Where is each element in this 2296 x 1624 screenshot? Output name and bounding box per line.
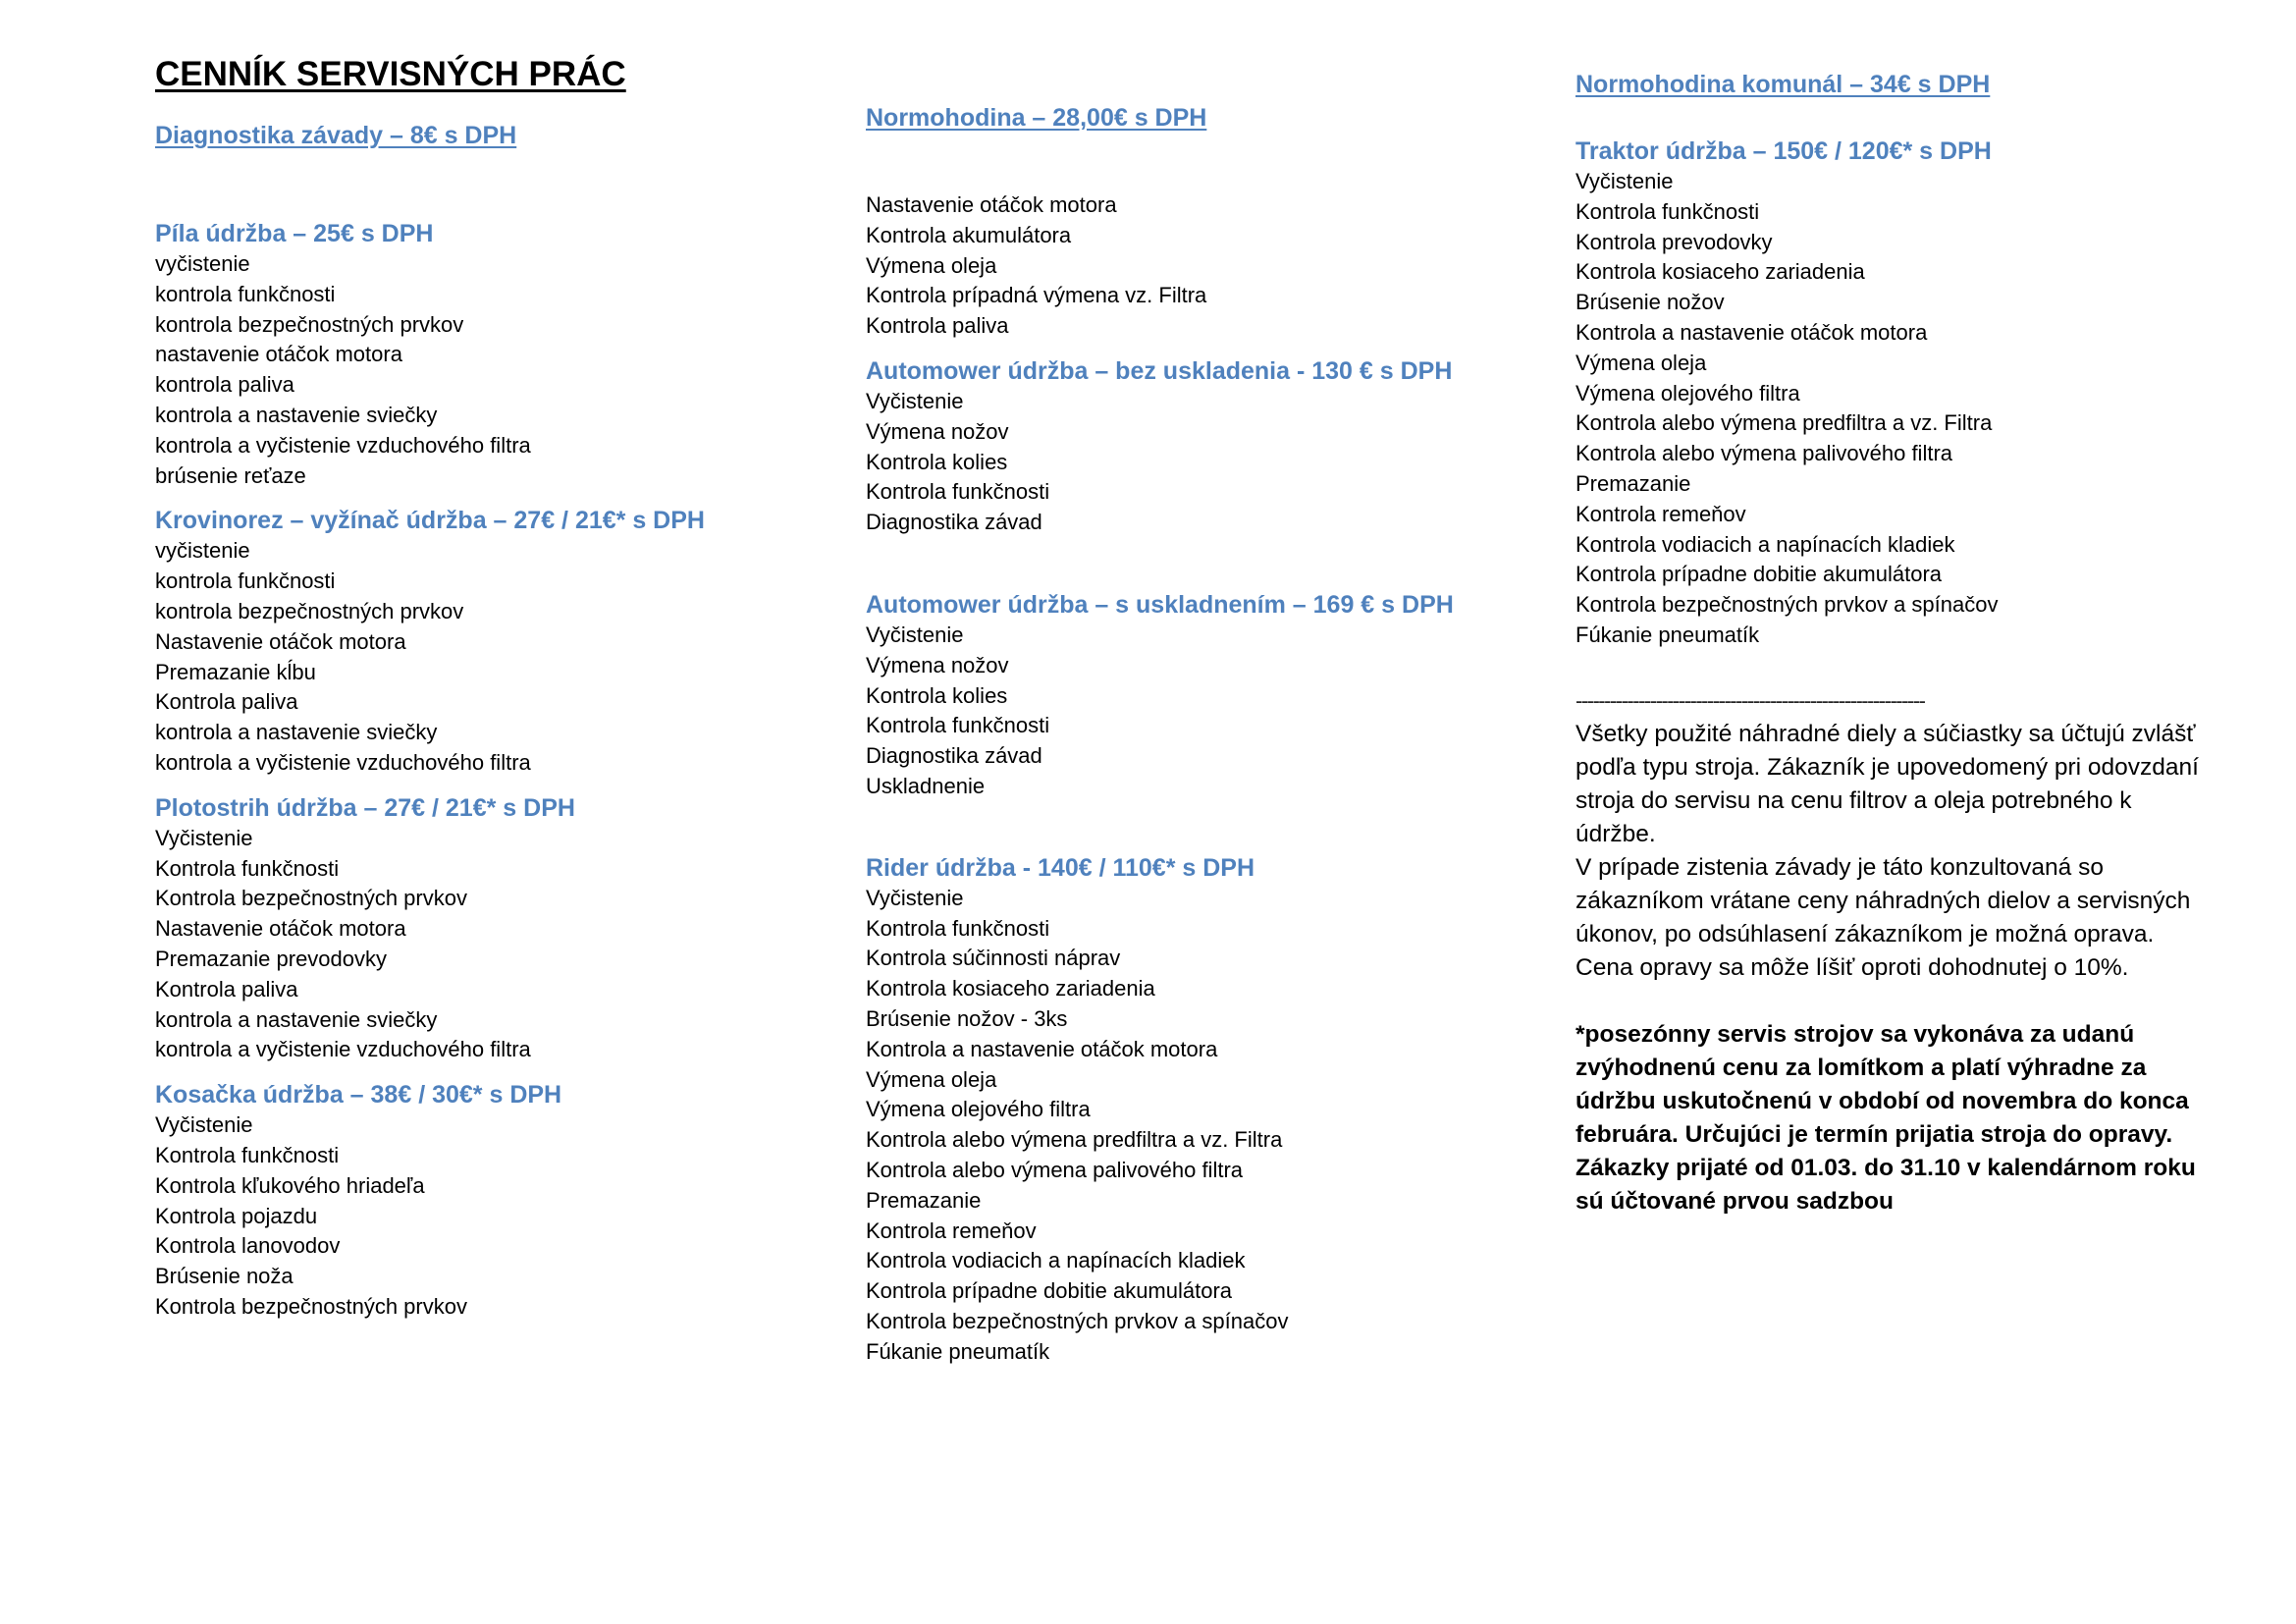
list-item: Vyčistenie bbox=[155, 825, 253, 850]
list-item: Kontrola akumulátora bbox=[866, 222, 1072, 247]
list-item: kontrola a vyčistenie vzduchového filtra bbox=[155, 432, 531, 458]
list-item: Premazanie bbox=[1575, 470, 1691, 496]
list-item: Kontrola alebo výmena predfiltra a vz. Filtra bbox=[866, 1127, 1283, 1153]
list-item: kontrola a nastavenie sviečky bbox=[155, 720, 438, 745]
list-item: Kontrola kosiaceho zariadenia bbox=[1575, 259, 1865, 285]
column-right bbox=[1575, 69, 2214, 1218]
automower-bez-heading: Automower údržba – bez uskladenia - 130 € s DPH bbox=[866, 356, 1453, 385]
plotostrih-list bbox=[155, 824, 783, 1065]
list-item: Brúsenie nožov - 3ks bbox=[866, 1005, 1068, 1031]
traktor-list bbox=[1575, 167, 2214, 651]
section-traktor bbox=[1575, 135, 2214, 651]
pila-list bbox=[155, 249, 783, 491]
list-item: Kontrola alebo výmena palivového filtra bbox=[866, 1157, 1244, 1182]
list-item: Kontrola prípadná výmena vz. Filtra bbox=[866, 283, 1207, 308]
list-item: Výmena oleja bbox=[866, 1066, 997, 1092]
list-item: Kontrola bezpečnostných prvkov a spínačov bbox=[1575, 592, 1999, 618]
list-item: Kontrola funkčnosti bbox=[155, 1142, 340, 1167]
section-kosacka bbox=[155, 1079, 783, 1323]
list-item: Vyčistenie bbox=[866, 885, 964, 910]
list-item: Premazanie kĺbu bbox=[155, 659, 316, 684]
list-item: Kontrola bezpečnostných prvkov a spínačov bbox=[866, 1308, 1289, 1333]
section-pila bbox=[155, 218, 783, 491]
normohodina-heading: Normohodina – 28,00€ s DPH bbox=[866, 104, 1207, 132]
list-item: Nastavenie otáčok motora bbox=[155, 628, 406, 654]
list-item: Kontrola funkčnosti bbox=[1575, 198, 1760, 224]
list-item: Kontrola a nastavenie otáčok motora bbox=[1575, 319, 1928, 345]
list-item: Kontrola vodiacich a napínacích kladiek bbox=[1575, 531, 1955, 557]
list-item: Kontrola kosiaceho zariadenia bbox=[866, 976, 1155, 1001]
krovinorez-list bbox=[155, 536, 783, 778]
list-item: Uskladnenie bbox=[866, 773, 986, 798]
list-item: nastavenie otáčok motora bbox=[155, 342, 402, 367]
list-item: vyčistenie bbox=[155, 538, 250, 564]
list-item: Vyčistenie bbox=[1575, 169, 1674, 193]
list-item: Kontrola prevodovky bbox=[1575, 229, 1773, 254]
list-item: vyčistenie bbox=[155, 251, 250, 276]
list-item: Vyčistenie bbox=[866, 388, 964, 413]
normohodina-list bbox=[866, 190, 1553, 342]
list-item: Kontrola remeňov bbox=[866, 1218, 1037, 1243]
list-item: kontrola bezpečnostných prvkov bbox=[155, 311, 464, 337]
plotostrih-heading: Plotostrih údržba – 27€ / 21€* s DPH bbox=[155, 793, 575, 822]
list-item: Kontrola vodiacich a napínacích kladiek bbox=[866, 1248, 1246, 1273]
rider-heading: Rider údržba - 140€ / 110€* s DPH bbox=[866, 853, 1255, 882]
normohodina-komunal-heading: Normohodina komunál – 34€ s DPH bbox=[1575, 71, 1991, 98]
list-item: Kontrola funkčnosti bbox=[866, 915, 1050, 941]
list-item: Kontrola lanovodov bbox=[155, 1233, 341, 1259]
list-item: Kontrola súčinnosti náprav bbox=[866, 946, 1121, 971]
list-item: brúsenie reťaze bbox=[155, 462, 306, 488]
list-item: Kontrola paliva bbox=[866, 313, 1009, 339]
list-item: kontrola paliva bbox=[155, 372, 294, 398]
list-item: Kontrola prípadne dobitie akumulátora bbox=[866, 1278, 1233, 1304]
list-item: Brúsenie noža bbox=[155, 1264, 294, 1289]
list-item: Vyčistenie bbox=[155, 1112, 253, 1138]
note-defect-repair: V prípade zistenia závady je táto konzultovaná so zákazníkom vrátane ceny náhradných dielov a servisných úkonov, po odsúhlasení zákazníkom je možná oprava. Cena opravy sa môže líšiť oproti dohodnutej o 10%. bbox=[1575, 853, 2191, 981]
kosacka-list bbox=[155, 1110, 783, 1323]
list-item: kontrola funkčnosti bbox=[155, 568, 336, 594]
column-middle bbox=[866, 102, 1553, 1368]
list-item: Fúkanie pneumatík bbox=[866, 1338, 1050, 1364]
list-item: Premazanie prevodovky bbox=[155, 946, 388, 971]
list-item: Kontrola prípadne dobitie akumulátora bbox=[1575, 562, 1943, 587]
section-krovinorez bbox=[155, 505, 783, 778]
list-item: kontrola a vyčistenie vzduchového filtra bbox=[155, 749, 531, 775]
list-item: Kontrola funkčnosti bbox=[866, 713, 1050, 738]
list-item: Kontrola funkčnosti bbox=[155, 855, 340, 881]
list-item: Kontrola remeňov bbox=[1575, 501, 1746, 526]
list-item: kontrola a nastavenie sviečky bbox=[155, 402, 438, 427]
list-item: kontrola a nastavenie sviečky bbox=[155, 1006, 438, 1032]
section-plotostrih bbox=[155, 792, 783, 1065]
list-item: Výmena nožov bbox=[866, 652, 1009, 677]
list-item: Vyčistenie bbox=[866, 622, 964, 647]
section-rider bbox=[866, 852, 1553, 1368]
column-left bbox=[155, 54, 783, 1323]
traktor-heading: Traktor údržba – 150€ / 120€* s DPH bbox=[1575, 137, 1992, 165]
list-item: Kontrola kolies bbox=[866, 682, 1008, 708]
list-item: Výmena oleja bbox=[866, 252, 997, 278]
list-item: Kontrola pojazdu bbox=[155, 1203, 318, 1228]
list-item: Diagnostika závad bbox=[866, 743, 1042, 769]
diagnostika-heading: Diagnostika závady – 8€ s DPH bbox=[155, 122, 517, 149]
list-item: Nastavenie otáčok motora bbox=[866, 192, 1117, 217]
list-item: Kontrola a nastavenie otáčok motora bbox=[866, 1036, 1218, 1061]
list-item: Výmena oleja bbox=[1575, 350, 1707, 375]
list-item: Kontrola funkčnosti bbox=[866, 479, 1050, 505]
section-automower-s bbox=[866, 589, 1553, 802]
list-item: Premazanie bbox=[866, 1187, 982, 1213]
list-item: Výmena olejového filtra bbox=[1575, 380, 1800, 406]
list-item: Kontrola alebo výmena palivového filtra bbox=[1575, 441, 1953, 466]
note-spare-parts: Všetky použité náhradné diely a súčiastky sa účtujú zvlášť podľa typu stroja. Zákazník je upovedomený pri odovzdaní stroja do servisu na cenu filtrov a oleja potrebného k údržbe. bbox=[1575, 720, 2199, 847]
page-title: CENNÍK SERVISNÝCH PRÁC bbox=[155, 55, 626, 93]
kosacka-heading: Kosačka údržba – 38€ / 30€* s DPH bbox=[155, 1081, 562, 1110]
list-item: Fúkanie pneumatík bbox=[1575, 622, 1760, 647]
list-item: Kontrola paliva bbox=[155, 689, 298, 715]
list-item: Výmena olejového filtra bbox=[866, 1097, 1091, 1122]
automower-s-heading: Automower údržba – s uskladnením – 169 € s DPH bbox=[866, 590, 1454, 619]
automower-bez-list bbox=[866, 387, 1553, 538]
rider-list bbox=[866, 884, 1553, 1368]
list-item: Diagnostika závad bbox=[866, 510, 1042, 535]
automower-s-list bbox=[866, 621, 1553, 802]
list-item: Kontrola bezpečnostných prvkov bbox=[155, 1293, 467, 1319]
list-item: Kontrola paliva bbox=[155, 976, 298, 1001]
separator-line: ------------------------------------------------------------- bbox=[1575, 687, 1925, 713]
list-item: Nastavenie otáčok motora bbox=[155, 916, 406, 942]
list-item: kontrola funkčnosti bbox=[155, 281, 336, 306]
krovinorez-heading: Krovinorez – vyžínač údržba – 27€ / 21€* s DPH bbox=[155, 507, 705, 535]
list-item: Kontrola kľukového hriadeľa bbox=[155, 1172, 425, 1198]
note-seasonal-service: *posezónny servis strojov sa vykonáva za udanú zvýhodnenú cenu za lomítkom a platí výhradne za údržbu uskutočnenú v období od novembra do konca februára. Určujúci je termín prijatia stroja do opravy. Zákazky prijaté od 01.03. do 31.10 v kalendárnom roku sú účtované prvou sadzbou bbox=[1575, 1020, 2196, 1215]
list-item: Brúsenie nožov bbox=[1575, 290, 1725, 315]
list-item: kontrola bezpečnostných prvkov bbox=[155, 598, 464, 623]
list-item: Kontrola alebo výmena predfiltra a vz. Filtra bbox=[1575, 410, 1993, 436]
section-automower-bez bbox=[866, 355, 1553, 538]
list-item: Výmena nožov bbox=[866, 418, 1009, 444]
list-item: Kontrola bezpečnostných prvkov bbox=[155, 886, 467, 911]
list-item: Kontrola kolies bbox=[866, 449, 1008, 474]
list-item: kontrola a vyčistenie vzduchového filtra bbox=[155, 1037, 531, 1062]
pila-heading: Píla údržba – 25€ s DPH bbox=[155, 220, 434, 247]
